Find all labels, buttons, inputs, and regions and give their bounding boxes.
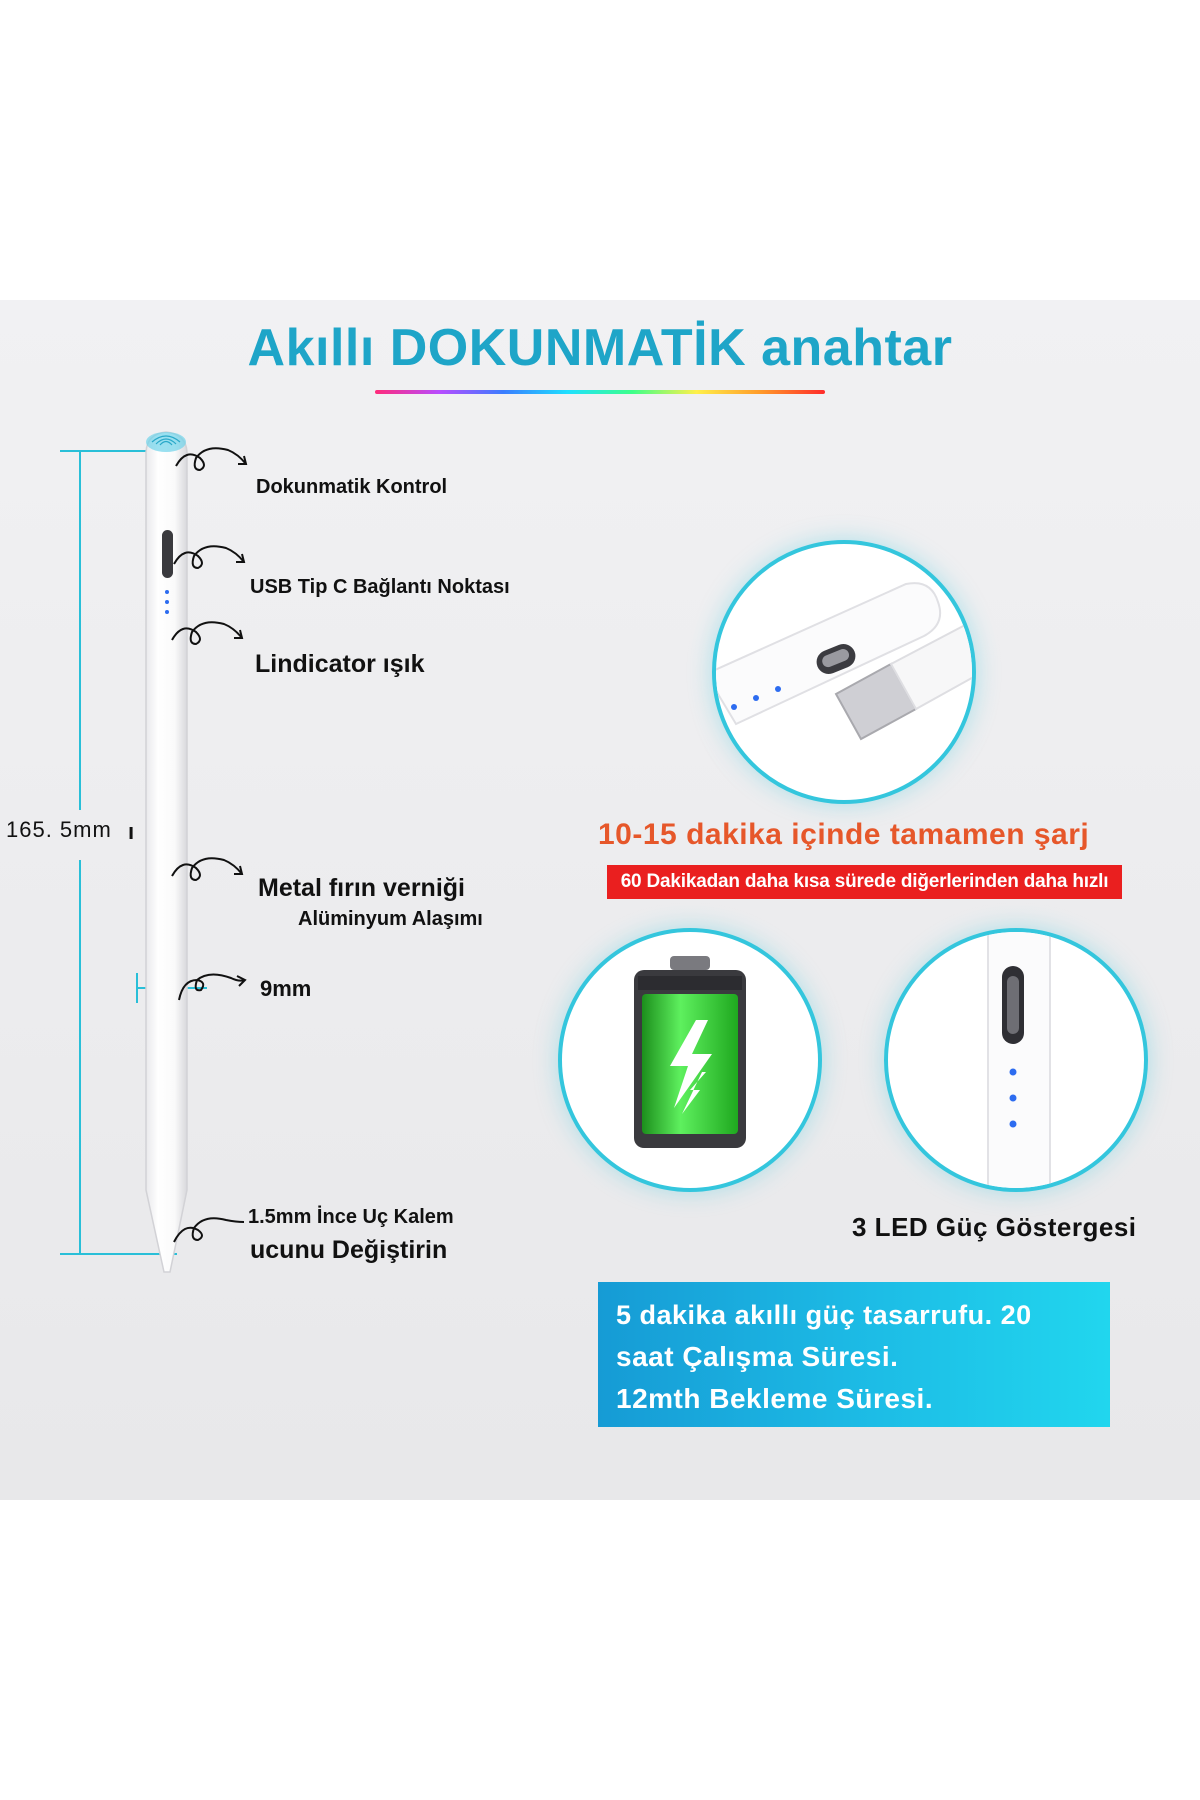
info-line-working-time: saat Çalışma Süresi. (616, 1341, 899, 1372)
charging-closeup-circle (712, 540, 976, 804)
curl-arrow-icon (168, 852, 248, 892)
info-line-power-saving: 5 dakika akıllı güç tasarrufu. 20 (616, 1300, 1032, 1330)
callout-indicator-light: Lindicator ışık (255, 650, 425, 678)
callout-touch-control: Dokunmatik Kontrol (256, 476, 448, 498)
rainbow-underline (375, 390, 825, 394)
charge-banner: 60 Dakikadan daha kısa sürede diğerlerinden daha hızlı (607, 865, 1122, 899)
callout-metal-finish: Metal fırın verniği (258, 874, 465, 902)
led-dot (1010, 1069, 1017, 1076)
page-title (0, 318, 1200, 378)
callout-diameter: 9mm (260, 976, 312, 1001)
curl-arrow-icon (170, 540, 250, 580)
led-dot (731, 704, 737, 710)
led-dot (165, 590, 169, 594)
led-dot (1010, 1121, 1017, 1128)
led-dot (753, 695, 759, 701)
led-dot (165, 600, 169, 604)
title-suffix: anahtar (761, 319, 953, 377)
battery-icon (562, 932, 818, 1188)
curl-arrow-icon (172, 442, 252, 482)
led-caption: 3 LED Güç Göstergesi (852, 1212, 1137, 1242)
info-line-standby-time: 12mth Bekleme Süresi. (616, 1383, 934, 1414)
title-main: Akıllı DOKUNMATİK (247, 319, 747, 377)
led-indicator-circle (884, 928, 1148, 1192)
led-dot (775, 686, 781, 692)
callout-replace-tip: ucunu Değiştirin (250, 1236, 448, 1264)
length-label-bar: ı (128, 819, 136, 844)
callout-tip-size: 1.5mm İnce Uç Kalem (248, 1206, 454, 1228)
battery-info-box (598, 1282, 1110, 1427)
product-panel (0, 300, 1200, 1500)
led-dot (165, 610, 169, 614)
length-dimension-bottom-line (79, 860, 81, 1253)
charging-closeup-illustration (716, 544, 972, 800)
curl-arrow-icon (168, 616, 248, 656)
length-label: 165. 5mm (6, 817, 112, 842)
length-dimension-top-line (79, 450, 81, 810)
battery-circle (558, 928, 822, 1192)
led-closeup-illustration (888, 932, 1144, 1188)
charge-headline: 10-15 dakika içinde tamamen şarj (598, 818, 1090, 851)
curl-arrow-icon (175, 966, 255, 1006)
led-dot (1010, 1095, 1017, 1102)
curl-arrow-icon (170, 1212, 250, 1252)
callout-aluminum-alloy: Alüminyum Alaşımı (298, 908, 483, 930)
callout-usb-port: USB Tip C Bağlantı Noktası (250, 576, 510, 598)
